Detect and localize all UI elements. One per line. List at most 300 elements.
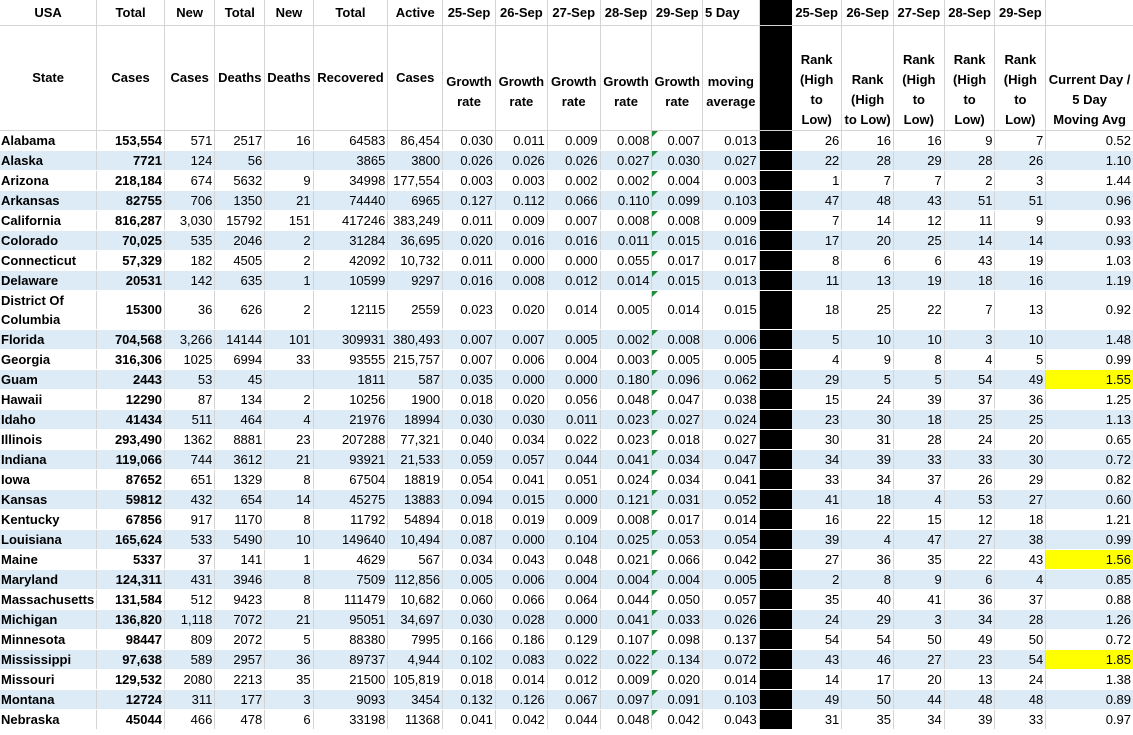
data-cell[interactable]: 21 <box>265 450 313 470</box>
data-cell[interactable]: 316,306 <box>97 350 165 370</box>
state-cell[interactable]: Georgia <box>0 350 97 370</box>
data-cell[interactable]: 12290 <box>97 390 165 410</box>
data-cell[interactable]: 18994 <box>388 410 443 430</box>
data-cell[interactable]: 431 <box>164 570 214 590</box>
growth-rate-cell[interactable]: 0.066 <box>495 590 547 610</box>
growth-rate-cell[interactable]: 0.094 <box>443 490 496 510</box>
rank-cell[interactable]: 25 <box>995 410 1046 430</box>
header-cell[interactable]: Active <box>388 0 443 26</box>
rank-cell[interactable]: 4 <box>995 570 1046 590</box>
data-cell[interactable]: 7509 <box>313 570 388 590</box>
growth-rate-cell[interactable]: 0.127 <box>443 191 496 211</box>
growth-rate-cell[interactable]: 0.007 <box>443 330 496 350</box>
data-cell[interactable]: 53 <box>164 370 214 390</box>
data-cell[interactable]: 3,266 <box>164 330 214 350</box>
data-cell[interactable]: 3800 <box>388 151 443 171</box>
data-cell[interactable]: 571 <box>164 131 214 151</box>
moving-average-cell[interactable]: 0.047 <box>702 450 759 470</box>
data-cell[interactable]: 816,287 <box>97 211 165 231</box>
rank-cell[interactable]: 16 <box>842 131 894 151</box>
ratio-cell[interactable]: 1.38 <box>1046 670 1133 690</box>
data-cell[interactable]: 10,732 <box>388 251 443 271</box>
rank-cell[interactable]: 7 <box>792 211 842 231</box>
growth-rate-cell[interactable]: 0.009 <box>600 670 652 690</box>
header-cell[interactable]: New <box>164 0 214 26</box>
data-cell[interactable]: 97,638 <box>97 650 165 670</box>
data-cell[interactable]: 93921 <box>313 450 388 470</box>
rank-cell[interactable]: 43 <box>792 650 842 670</box>
growth-rate-cell[interactable]: 0.020 <box>495 291 547 330</box>
data-cell[interactable]: 8 <box>265 510 313 530</box>
rank-cell[interactable]: 24 <box>792 610 842 630</box>
growth-rate-cell[interactable]: 0.050 <box>652 590 703 610</box>
data-cell[interactable]: 67856 <box>97 510 165 530</box>
growth-rate-cell[interactable]: 0.041 <box>600 450 652 470</box>
growth-rate-cell[interactable]: 0.044 <box>547 710 600 730</box>
data-cell[interactable]: 293,490 <box>97 430 165 450</box>
growth-rate-cell[interactable]: 0.027 <box>652 410 703 430</box>
header-cell[interactable]: moving average <box>702 26 759 131</box>
data-cell[interactable]: 6994 <box>215 350 265 370</box>
rank-cell[interactable]: 47 <box>893 530 944 550</box>
data-cell[interactable]: 1350 <box>215 191 265 211</box>
data-cell[interactable]: 2443 <box>97 370 165 390</box>
state-cell[interactable]: Alabama <box>0 131 97 151</box>
data-cell[interactable]: 1 <box>265 271 313 291</box>
data-cell[interactable]: 88380 <box>313 630 388 650</box>
header-cell[interactable]: Rank (High to Low) <box>893 26 944 131</box>
growth-rate-cell[interactable]: 0.042 <box>495 710 547 730</box>
data-cell[interactable]: 33198 <box>313 710 388 730</box>
growth-rate-cell[interactable]: 0.020 <box>652 670 703 690</box>
data-cell[interactable]: 2 <box>265 390 313 410</box>
state-cell[interactable]: Illinois <box>0 430 97 450</box>
growth-rate-cell[interactable]: 0.060 <box>443 590 496 610</box>
ratio-cell[interactable]: 0.93 <box>1046 231 1133 251</box>
state-cell[interactable]: California <box>0 211 97 231</box>
data-cell[interactable]: 10,682 <box>388 590 443 610</box>
data-cell[interactable]: 182 <box>164 251 214 271</box>
rank-cell[interactable]: 25 <box>944 410 995 430</box>
rank-cell[interactable]: 50 <box>842 690 894 710</box>
data-cell[interactable]: 8 <box>265 590 313 610</box>
data-cell[interactable]: 112,856 <box>388 570 443 590</box>
data-cell[interactable]: 5 <box>265 630 313 650</box>
state-cell[interactable]: Arizona <box>0 171 97 191</box>
rank-cell[interactable]: 2 <box>792 570 842 590</box>
rank-cell[interactable]: 18 <box>842 490 894 510</box>
data-cell[interactable]: 23 <box>265 430 313 450</box>
rank-cell[interactable]: 35 <box>893 550 944 570</box>
header-cell[interactable]: 29-Sep <box>995 0 1046 26</box>
moving-average-cell[interactable]: 0.009 <box>702 211 759 231</box>
growth-rate-cell[interactable]: 0.053 <box>652 530 703 550</box>
data-cell[interactable]: 124 <box>164 151 214 171</box>
growth-rate-cell[interactable]: 0.007 <box>652 131 703 151</box>
growth-rate-cell[interactable]: 0.005 <box>652 350 703 370</box>
state-cell[interactable]: Indiana <box>0 450 97 470</box>
state-cell[interactable]: Missouri <box>0 670 97 690</box>
growth-rate-cell[interactable]: 0.059 <box>443 450 496 470</box>
rank-cell[interactable]: 40 <box>842 590 894 610</box>
growth-rate-cell[interactable]: 0.044 <box>600 590 652 610</box>
rank-cell[interactable]: 12 <box>893 211 944 231</box>
data-cell[interactable]: 383,249 <box>388 211 443 231</box>
growth-rate-cell[interactable]: 0.098 <box>652 630 703 650</box>
moving-average-cell[interactable]: 0.072 <box>702 650 759 670</box>
state-cell[interactable]: Mississippi <box>0 650 97 670</box>
header-cell[interactable]: Rank (High to Low) <box>842 26 894 131</box>
growth-rate-cell[interactable]: 0.023 <box>443 291 496 330</box>
growth-rate-cell[interactable]: 0.041 <box>495 470 547 490</box>
rank-cell[interactable]: 11 <box>792 271 842 291</box>
header-cell[interactable]: Deaths <box>265 26 313 131</box>
rank-cell[interactable]: 10 <box>893 330 944 350</box>
growth-rate-cell[interactable]: 0.099 <box>652 191 703 211</box>
header-cell[interactable]: 28-Sep <box>944 0 995 26</box>
data-cell[interactable]: 177 <box>215 690 265 710</box>
data-cell[interactable]: 95051 <box>313 610 388 630</box>
rank-cell[interactable]: 11 <box>944 211 995 231</box>
data-cell[interactable]: 2 <box>265 291 313 330</box>
data-cell[interactable]: 215,757 <box>388 350 443 370</box>
moving-average-cell[interactable]: 0.052 <box>702 490 759 510</box>
growth-rate-cell[interactable]: 0.047 <box>652 390 703 410</box>
rank-cell[interactable]: 5 <box>995 350 1046 370</box>
growth-rate-cell[interactable]: 0.011 <box>443 211 496 231</box>
data-cell[interactable]: 42092 <box>313 251 388 271</box>
growth-rate-cell[interactable]: 0.007 <box>443 350 496 370</box>
state-cell[interactable]: Hawaii <box>0 390 97 410</box>
ratio-cell[interactable]: 0.89 <box>1046 690 1133 710</box>
data-cell[interactable]: 21500 <box>313 670 388 690</box>
moving-average-cell[interactable]: 0.013 <box>702 271 759 291</box>
data-cell[interactable]: 37 <box>164 550 214 570</box>
ratio-cell[interactable]: 1.21 <box>1046 510 1133 530</box>
rank-cell[interactable]: 5 <box>792 330 842 350</box>
rank-cell[interactable]: 33 <box>995 710 1046 730</box>
growth-rate-cell[interactable]: 0.014 <box>495 670 547 690</box>
rank-cell[interactable]: 37 <box>893 470 944 490</box>
rank-cell[interactable]: 51 <box>944 191 995 211</box>
state-cell[interactable]: Maine <box>0 550 97 570</box>
growth-rate-cell[interactable]: 0.083 <box>495 650 547 670</box>
data-cell[interactable]: 141 <box>215 550 265 570</box>
rank-cell[interactable]: 1 <box>792 171 842 191</box>
header-cell[interactable]: Cases <box>97 26 165 131</box>
growth-rate-cell[interactable]: 0.020 <box>443 231 496 251</box>
growth-rate-cell[interactable]: 0.096 <box>652 370 703 390</box>
state-cell[interactable]: Arkansas <box>0 191 97 211</box>
growth-rate-cell[interactable]: 0.030 <box>443 610 496 630</box>
rank-cell[interactable]: 22 <box>944 550 995 570</box>
ratio-cell[interactable]: 0.72 <box>1046 450 1133 470</box>
data-cell[interactable]: 464 <box>215 410 265 430</box>
data-cell[interactable]: 9093 <box>313 690 388 710</box>
rank-cell[interactable]: 6 <box>944 570 995 590</box>
data-cell[interactable]: 9 <box>265 171 313 191</box>
data-cell[interactable]: 654 <box>215 490 265 510</box>
moving-average-cell[interactable]: 0.038 <box>702 390 759 410</box>
data-cell[interactable]: 21 <box>265 191 313 211</box>
data-cell[interactable]: 567 <box>388 550 443 570</box>
rank-cell[interactable]: 39 <box>792 530 842 550</box>
rank-cell[interactable]: 18 <box>944 271 995 291</box>
growth-rate-cell[interactable]: 0.017 <box>652 510 703 530</box>
rank-cell[interactable]: 43 <box>893 191 944 211</box>
growth-rate-cell[interactable]: 0.008 <box>652 330 703 350</box>
rank-cell[interactable]: 22 <box>792 151 842 171</box>
growth-rate-cell[interactable]: 0.014 <box>547 291 600 330</box>
data-cell[interactable]: 1329 <box>215 470 265 490</box>
ratio-cell[interactable]: 1.13 <box>1046 410 1133 430</box>
rank-cell[interactable]: 7 <box>944 291 995 330</box>
data-cell[interactable]: 21976 <box>313 410 388 430</box>
rank-cell[interactable]: 14 <box>944 231 995 251</box>
ratio-cell[interactable]: 0.82 <box>1046 470 1133 490</box>
rank-cell[interactable]: 13 <box>944 670 995 690</box>
growth-rate-cell[interactable]: 0.026 <box>547 151 600 171</box>
rank-cell[interactable]: 5 <box>893 370 944 390</box>
rank-cell[interactable]: 33 <box>944 450 995 470</box>
growth-rate-cell[interactable]: 0.033 <box>652 610 703 630</box>
data-cell[interactable]: 512 <box>164 590 214 610</box>
rank-cell[interactable]: 4 <box>944 350 995 370</box>
data-cell[interactable]: 20531 <box>97 271 165 291</box>
data-cell[interactable]: 11368 <box>388 710 443 730</box>
rank-cell[interactable]: 28 <box>995 610 1046 630</box>
rank-cell[interactable]: 14 <box>842 211 894 231</box>
data-cell[interactable]: 3612 <box>215 450 265 470</box>
growth-rate-cell[interactable]: 0.015 <box>495 490 547 510</box>
data-cell[interactable]: 59812 <box>97 490 165 510</box>
data-cell[interactable]: 93555 <box>313 350 388 370</box>
ratio-cell[interactable]: 0.65 <box>1046 430 1133 450</box>
data-cell[interactable]: 45044 <box>97 710 165 730</box>
rank-cell[interactable]: 29 <box>893 151 944 171</box>
data-cell[interactable] <box>265 151 313 171</box>
rank-cell[interactable]: 44 <box>893 690 944 710</box>
rank-cell[interactable]: 13 <box>995 291 1046 330</box>
data-cell[interactable]: 87 <box>164 390 214 410</box>
data-cell[interactable]: 535 <box>164 231 214 251</box>
growth-rate-cell[interactable]: 0.004 <box>652 171 703 191</box>
rank-cell[interactable]: 28 <box>944 151 995 171</box>
data-cell[interactable]: 809 <box>164 630 214 650</box>
growth-rate-cell[interactable]: 0.121 <box>600 490 652 510</box>
growth-rate-cell[interactable]: 0.018 <box>443 670 496 690</box>
moving-average-cell[interactable]: 0.027 <box>702 430 759 450</box>
data-cell[interactable]: 1811 <box>313 370 388 390</box>
state-cell[interactable]: District Of Columbia <box>0 291 97 330</box>
rank-cell[interactable]: 41 <box>893 590 944 610</box>
moving-average-cell[interactable]: 0.027 <box>702 151 759 171</box>
data-cell[interactable]: 7995 <box>388 630 443 650</box>
data-cell[interactable]: 3946 <box>215 570 265 590</box>
growth-rate-cell[interactable]: 0.041 <box>600 610 652 630</box>
rank-cell[interactable]: 8 <box>842 570 894 590</box>
growth-rate-cell[interactable]: 0.180 <box>600 370 652 390</box>
growth-rate-cell[interactable]: 0.034 <box>443 550 496 570</box>
rank-cell[interactable]: 14 <box>792 670 842 690</box>
moving-average-cell[interactable]: 0.016 <box>702 231 759 251</box>
ratio-cell[interactable]: 0.85 <box>1046 570 1133 590</box>
rank-cell[interactable]: 43 <box>995 550 1046 570</box>
header-cell[interactable]: 28-Sep <box>600 0 652 26</box>
data-cell[interactable]: 31284 <box>313 231 388 251</box>
growth-rate-cell[interactable]: 0.102 <box>443 650 496 670</box>
rank-cell[interactable]: 36 <box>995 390 1046 410</box>
rank-cell[interactable]: 24 <box>842 390 894 410</box>
data-cell[interactable]: 2517 <box>215 131 265 151</box>
data-cell[interactable]: 917 <box>164 510 214 530</box>
data-cell[interactable]: 2046 <box>215 231 265 251</box>
data-cell[interactable]: 149640 <box>313 530 388 550</box>
data-cell[interactable]: 2072 <box>215 630 265 650</box>
rank-cell[interactable]: 23 <box>944 650 995 670</box>
growth-rate-cell[interactable]: 0.023 <box>600 410 652 430</box>
growth-rate-cell[interactable]: 0.003 <box>495 171 547 191</box>
moving-average-cell[interactable]: 0.013 <box>702 131 759 151</box>
growth-rate-cell[interactable]: 0.000 <box>495 370 547 390</box>
header-cell[interactable]: Cases <box>388 26 443 131</box>
header-cell[interactable]: 5 Day <box>702 0 759 26</box>
data-cell[interactable]: 10 <box>265 530 313 550</box>
rank-cell[interactable]: 26 <box>792 131 842 151</box>
rank-cell[interactable]: 7 <box>995 131 1046 151</box>
growth-rate-cell[interactable]: 0.048 <box>600 710 652 730</box>
rank-cell[interactable]: 6 <box>893 251 944 271</box>
data-cell[interactable]: 14144 <box>215 330 265 350</box>
growth-rate-cell[interactable]: 0.018 <box>443 390 496 410</box>
ratio-cell[interactable]: 1.03 <box>1046 251 1133 271</box>
growth-rate-cell[interactable]: 0.030 <box>495 410 547 430</box>
data-cell[interactable]: 89737 <box>313 650 388 670</box>
moving-average-cell[interactable]: 0.137 <box>702 630 759 650</box>
header-cell[interactable]: Growth rate <box>443 26 496 131</box>
data-cell[interactable]: 5632 <box>215 171 265 191</box>
rank-cell[interactable]: 34 <box>792 450 842 470</box>
growth-rate-cell[interactable]: 0.028 <box>495 610 547 630</box>
growth-rate-cell[interactable]: 0.012 <box>547 670 600 690</box>
data-cell[interactable]: 533 <box>164 530 214 550</box>
data-cell[interactable]: 674 <box>164 171 214 191</box>
rank-cell[interactable]: 24 <box>944 430 995 450</box>
data-cell[interactable]: 82755 <box>97 191 165 211</box>
rank-cell[interactable]: 4 <box>792 350 842 370</box>
growth-rate-cell[interactable]: 0.019 <box>495 510 547 530</box>
growth-rate-cell[interactable]: 0.107 <box>600 630 652 650</box>
growth-rate-cell[interactable]: 0.034 <box>652 470 703 490</box>
data-cell[interactable]: 64583 <box>313 131 388 151</box>
moving-average-cell[interactable]: 0.062 <box>702 370 759 390</box>
rank-cell[interactable]: 20 <box>842 231 894 251</box>
data-cell[interactable]: 34,697 <box>388 610 443 630</box>
rank-cell[interactable]: 29 <box>792 370 842 390</box>
data-cell[interactable]: 10256 <box>313 390 388 410</box>
growth-rate-cell[interactable]: 0.087 <box>443 530 496 550</box>
rank-cell[interactable]: 49 <box>792 690 842 710</box>
growth-rate-cell[interactable]: 0.006 <box>495 350 547 370</box>
data-cell[interactable]: 744 <box>164 450 214 470</box>
state-cell[interactable]: Kansas <box>0 490 97 510</box>
data-cell[interactable]: 3,030 <box>164 211 214 231</box>
data-cell[interactable]: 70,025 <box>97 231 165 251</box>
rank-cell[interactable]: 35 <box>842 710 894 730</box>
header-cell[interactable]: Rank (High to Low) <box>792 26 842 131</box>
data-cell[interactable]: 2957 <box>215 650 265 670</box>
state-cell[interactable]: Kentucky <box>0 510 97 530</box>
growth-rate-cell[interactable]: 0.025 <box>600 530 652 550</box>
growth-rate-cell[interactable]: 0.091 <box>652 690 703 710</box>
rank-cell[interactable]: 39 <box>893 390 944 410</box>
data-cell[interactable]: 134 <box>215 390 265 410</box>
ratio-cell[interactable]: 1.19 <box>1046 271 1133 291</box>
rank-cell[interactable]: 36 <box>944 590 995 610</box>
growth-rate-cell[interactable]: 0.008 <box>600 131 652 151</box>
state-cell[interactable]: Louisiana <box>0 530 97 550</box>
rank-cell[interactable]: 16 <box>995 271 1046 291</box>
header-cell[interactable]: Rank (High to Low) <box>995 26 1046 131</box>
rank-cell[interactable]: 28 <box>893 430 944 450</box>
data-cell[interactable]: 45 <box>215 370 265 390</box>
moving-average-cell[interactable]: 0.041 <box>702 470 759 490</box>
moving-average-cell[interactable]: 0.003 <box>702 171 759 191</box>
header-cell[interactable]: Current Day / 5 Day Moving Avg <box>1046 26 1133 131</box>
moving-average-cell[interactable]: 0.043 <box>702 710 759 730</box>
rank-cell[interactable]: 27 <box>893 650 944 670</box>
data-cell[interactable]: 11792 <box>313 510 388 530</box>
header-cell[interactable]: Growth rate <box>547 26 600 131</box>
rank-cell[interactable]: 18 <box>893 410 944 430</box>
data-cell[interactable]: 3454 <box>388 690 443 710</box>
data-cell[interactable]: 36 <box>265 650 313 670</box>
growth-rate-cell[interactable]: 0.008 <box>652 211 703 231</box>
growth-rate-cell[interactable]: 0.005 <box>547 330 600 350</box>
header-cell[interactable]: 29-Sep <box>652 0 703 26</box>
moving-average-cell[interactable]: 0.017 <box>702 251 759 271</box>
data-cell[interactable]: 12724 <box>97 690 165 710</box>
data-cell[interactable]: 21,533 <box>388 450 443 470</box>
rank-cell[interactable]: 25 <box>893 231 944 251</box>
ratio-cell[interactable]: 1.44 <box>1046 171 1133 191</box>
growth-rate-cell[interactable]: 0.006 <box>495 570 547 590</box>
data-cell[interactable]: 4,944 <box>388 650 443 670</box>
data-cell[interactable]: 417246 <box>313 211 388 231</box>
rank-cell[interactable]: 30 <box>995 450 1046 470</box>
growth-rate-cell[interactable]: 0.027 <box>600 151 652 171</box>
rank-cell[interactable]: 51 <box>995 191 1046 211</box>
moving-average-cell[interactable]: 0.005 <box>702 350 759 370</box>
rank-cell[interactable]: 5 <box>842 370 894 390</box>
ratio-cell[interactable]: 1.56 <box>1046 550 1133 570</box>
data-cell[interactable]: 1,118 <box>164 610 214 630</box>
data-cell[interactable]: 511 <box>164 410 214 430</box>
header-cell[interactable] <box>1046 0 1133 26</box>
rank-cell[interactable]: 15 <box>893 510 944 530</box>
header-cell[interactable]: 25-Sep <box>443 0 496 26</box>
rank-cell[interactable]: 43 <box>944 251 995 271</box>
growth-rate-cell[interactable]: 0.066 <box>652 550 703 570</box>
growth-rate-cell[interactable]: 0.009 <box>547 131 600 151</box>
rank-cell[interactable]: 33 <box>792 470 842 490</box>
state-cell[interactable]: Maryland <box>0 570 97 590</box>
data-cell[interactable]: 105,819 <box>388 670 443 690</box>
data-cell[interactable]: 87652 <box>97 470 165 490</box>
state-cell[interactable]: Nebraska <box>0 710 97 730</box>
data-cell[interactable]: 4629 <box>313 550 388 570</box>
rank-cell[interactable]: 26 <box>944 470 995 490</box>
